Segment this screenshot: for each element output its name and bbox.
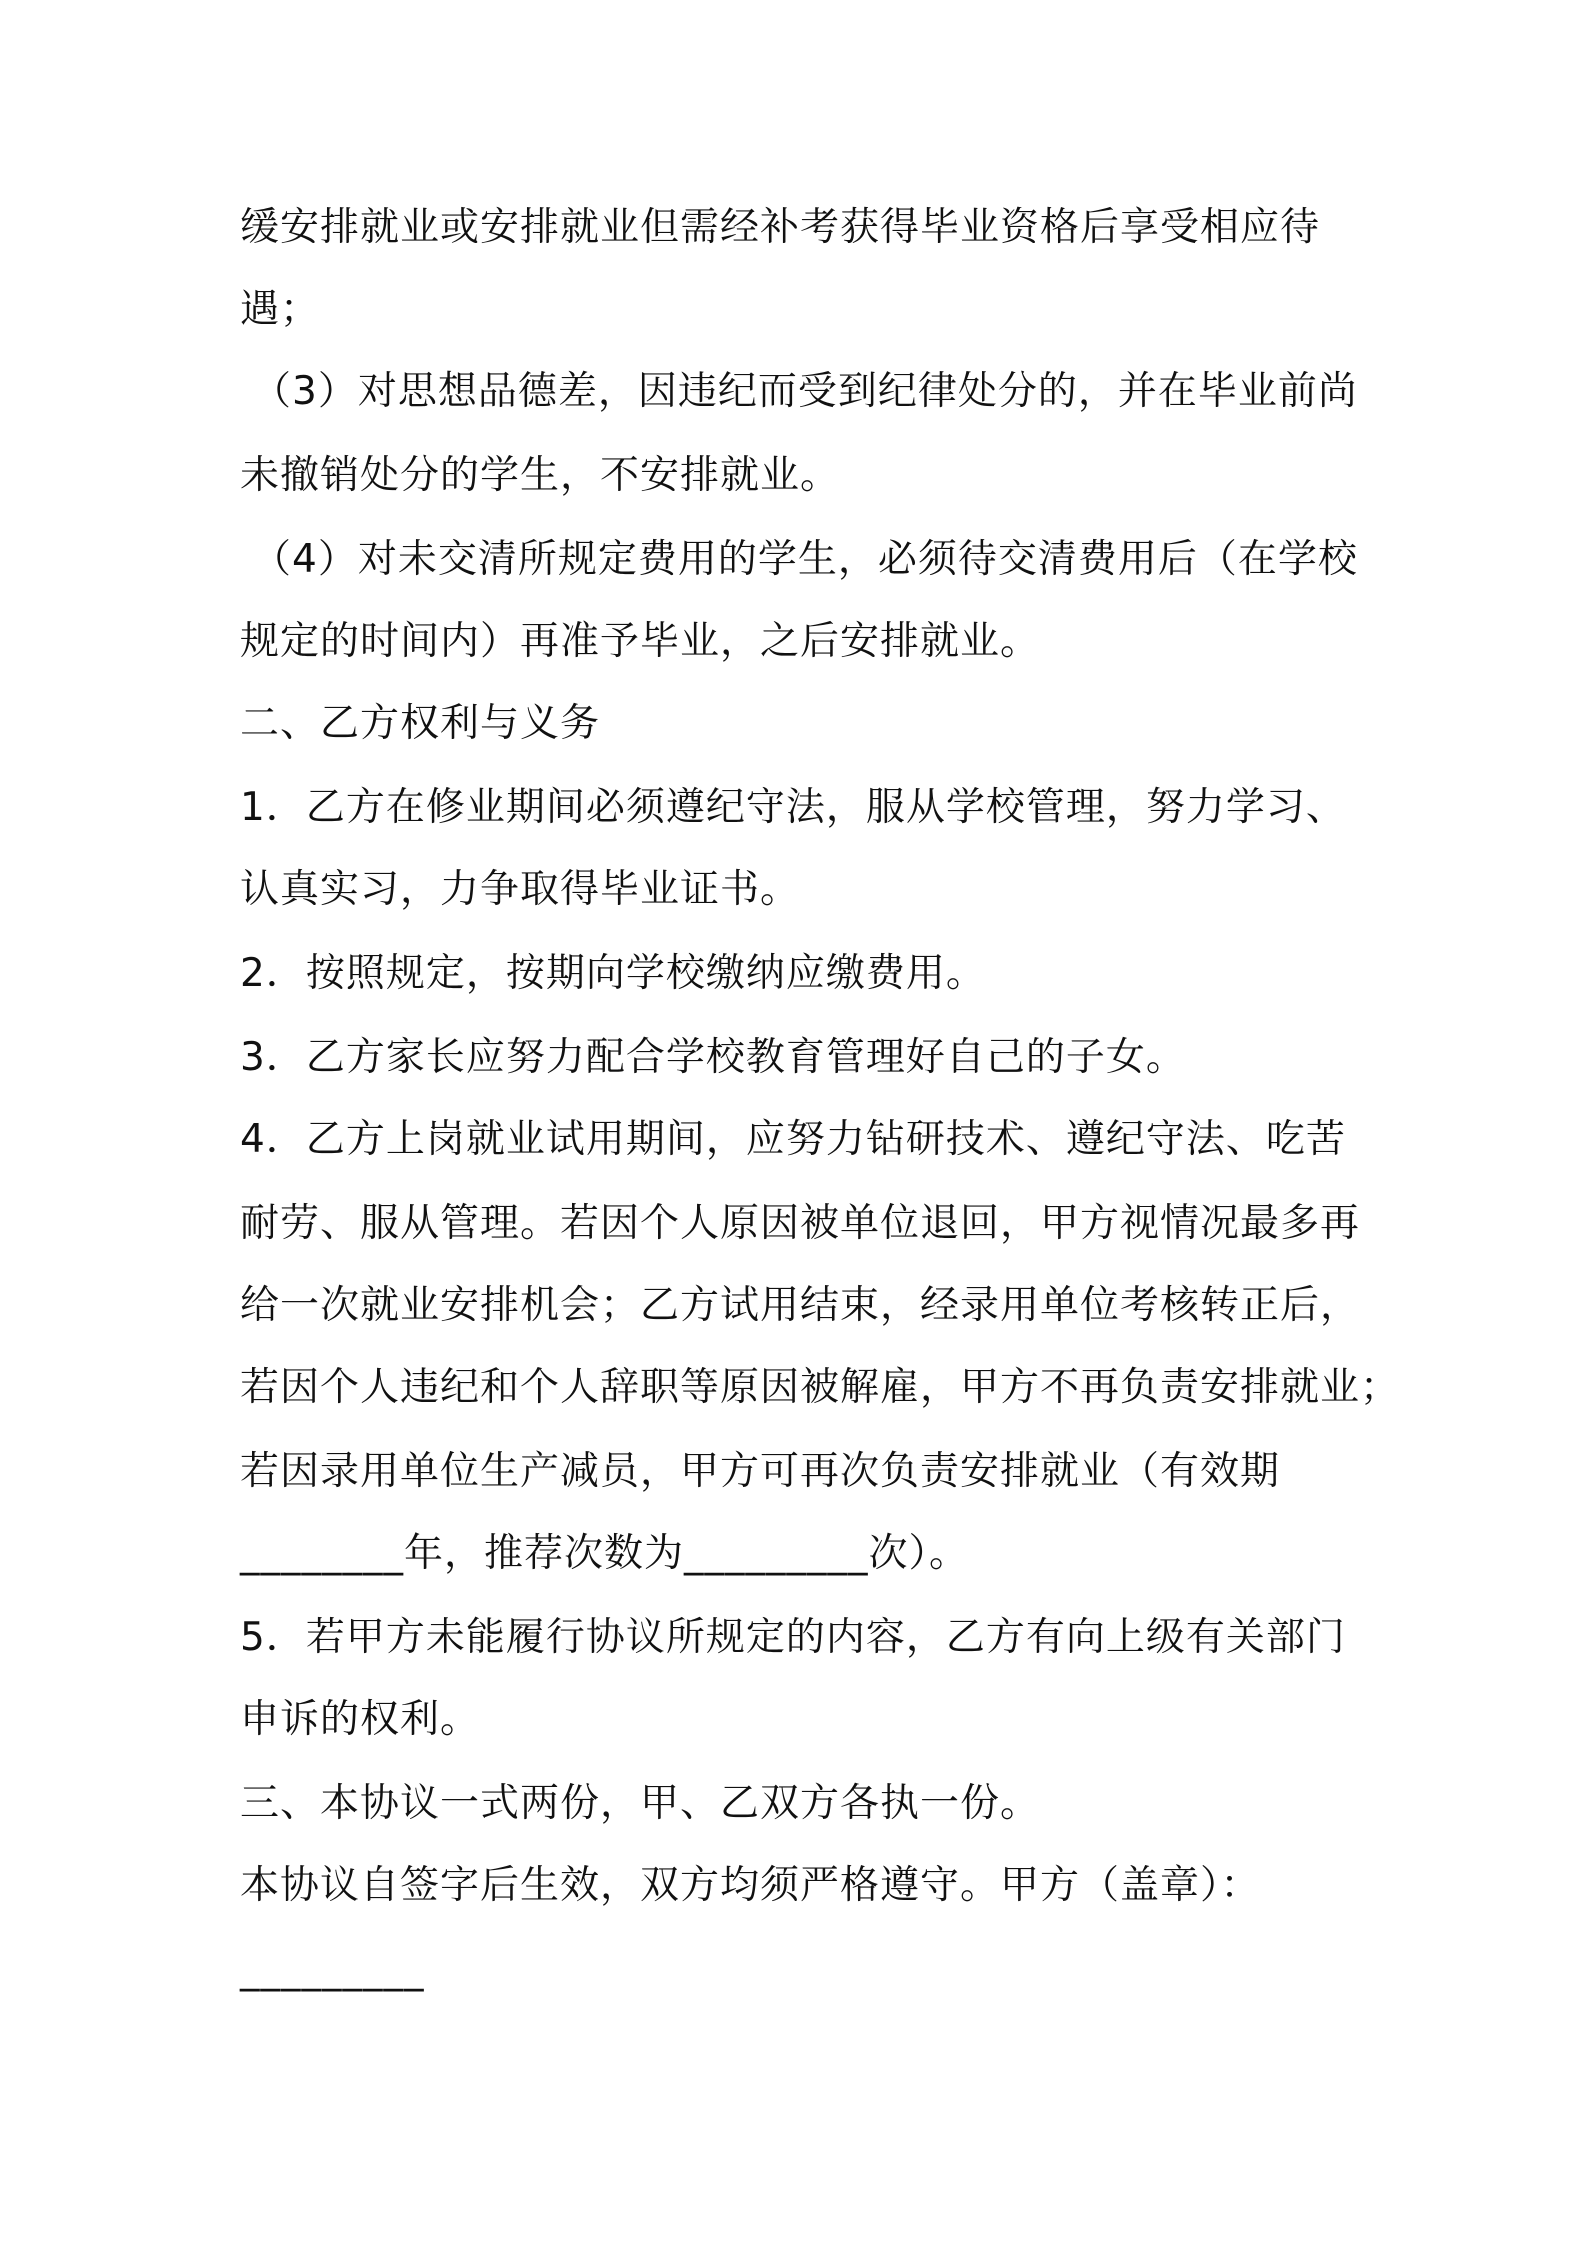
section-heading: 三、本协议一式两份，甲、乙双方各执一份。: [240, 1781, 1041, 1826]
text-line: 缓安排就业或安排就业但需经补考获得毕业资格后享受相应待: [240, 205, 1321, 250]
text-line: 给一次就业安排机会；乙方试用结束，经录用单位考核转正后，: [240, 1283, 1361, 1328]
text-line: （3）对思想品德差，因违纪而受到纪律处分的，并在毕业前尚: [252, 369, 1358, 414]
text-line: 耐劳、服从管理。若因个人原因被单位退回，甲方视情况最多再: [240, 1201, 1361, 1246]
text-line: 1．乙方在修业期间必须遵纪守法，服从学校管理，努力学习、: [240, 785, 1346, 830]
text-line: （4）对未交清所规定费用的学生，必须待交清费用后（在学校: [252, 537, 1358, 582]
text-line: 3．乙方家长应努力配合学校教育管理好自己的子女。: [240, 1035, 1186, 1080]
text-line: 若因个人违纪和个人辞职等原因被解雇，甲方不再负责安排就业；: [240, 1365, 1401, 1410]
section-heading: 二、乙方权利与义务: [240, 701, 601, 746]
signature-blank: _________: [240, 1947, 425, 1992]
text-line: 本协议自签字后生效，双方均须严格遵守。甲方（盖章）：: [240, 1863, 1261, 1908]
text-line: 认真实习，力争取得毕业证书。: [240, 867, 801, 912]
text-line: 2．按照规定，按期向学校缴纳应缴费用。: [240, 951, 986, 996]
text-line: 若因录用单位生产减员，甲方可再次负责安排就业（有效期: [240, 1449, 1281, 1494]
text-line: 未撤销处分的学生，不安排就业。: [240, 453, 841, 498]
text-line: 规定的时间内）再准予毕业，之后安排就业。: [240, 619, 1041, 664]
text-line: 遇；: [240, 287, 321, 332]
text-line: ________年，推荐次数为_________次）。: [240, 1531, 970, 1576]
text-line: 4．乙方上岗就业试用期间，应努力钻研技术、遵纪守法、吃苦: [240, 1117, 1346, 1162]
text-line: 5．若甲方未能履行协议所规定的内容，乙方有向上级有关部门: [240, 1615, 1346, 1660]
text-line: 申诉的权利。: [240, 1697, 481, 1742]
